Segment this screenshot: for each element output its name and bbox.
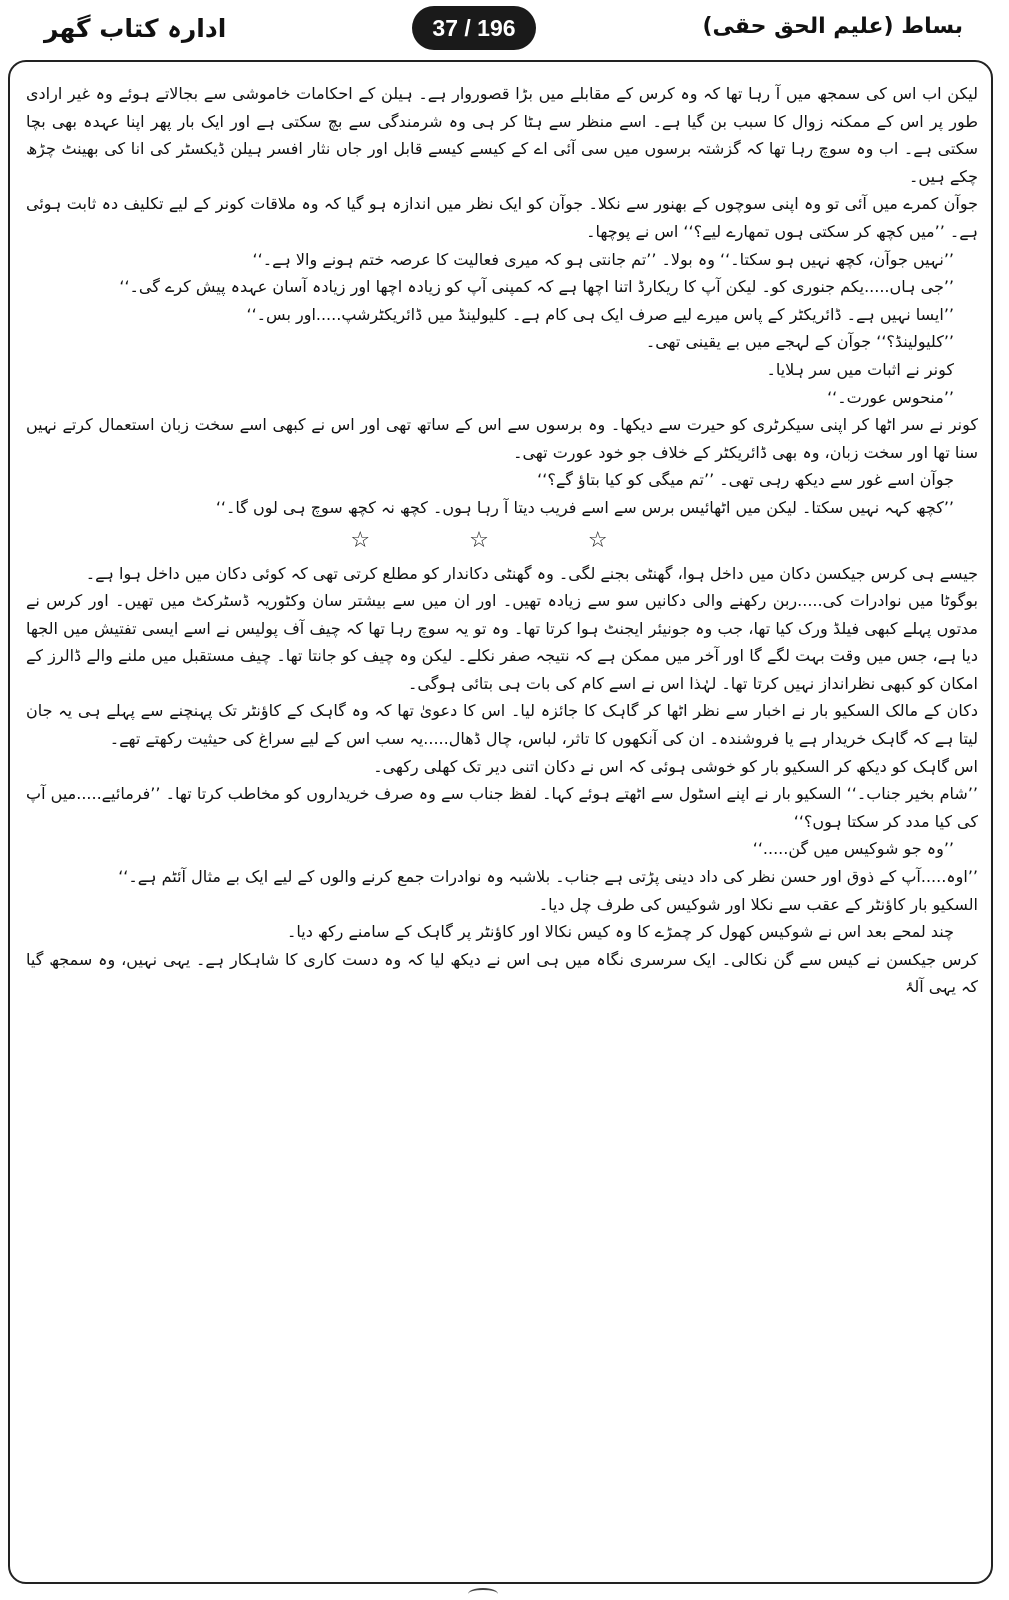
dialogue-line: ’’ایسا نہیں ہے۔ ڈائریکٹر کے پاس میرے لیے صرف ایک ہی کام ہے۔ کلیولینڈ میں ڈائریکٹرشپ.....اور بس۔‘‘ [246,304,954,324]
dialogue-line: ’’منحوس عورت۔‘‘ [827,387,954,407]
paragraph: چند لمحے بعد اس نے شوکیس کھول کر چمڑے کا وہ کیس نکالا اور کاؤنٹر پر گاہک کے سامنے رکھ دیا۔ [287,922,954,942]
book-title: بساط (علیم الحق حقی) [702,14,963,39]
dialogue-line: ’’کلیولینڈ؟‘‘ جوآن کے لہجے میں بے یقینی تھی۔ [645,332,954,352]
paragraph: بوگوٹا میں نوادرات کی.....ربن رکھنے والی دکانیں سو سے زیادہ تھیں۔ اور ان میں سے بیشتر سان وکٹوریہ ڈسٹرکٹ میں تھیں۔ اور کرس نے مدتوں پہلے کبھی فیلڈ ورک کیا تھا، جب وہ جونیئر ایجنٹ ہوا کرتا تھا۔ وہ تو یہ سوچ رہا تھا کہ چیف آف پولیس نے اسے ایسی تفتیش میں الجھا دیا ہے، جس میں وقت بہت لگے گا اور آخر میں ممکن ہے کہ نتیجہ صفر نکلے۔ لیکن وہ چیف کو جانتا تھا۔ چیف مستقبل میں ملنے والے ڈالرز کے امکان کو کبھی نظرانداز نہیں کرتا تھا۔ لہٰذا اس نے اسے کام کی بات ہی بتائی ہوگی۔ [26,591,978,693]
dialogue-line: جوآن اسے غور سے دیکھ رہی تھی۔ ’’تم میگی کو کیا بتاؤ گے؟‘‘ [537,470,954,490]
publisher-name: ادارہ کتاب گھر [44,14,227,43]
page-content [26,80,978,1570]
paragraph: جیسے ہی کرس جیکسن دکان میں داخل ہوا، گھنٹی بجنے لگی۔ وہ گھنٹی دکاندار کو مطلع کرتی تھی کہ کوئی دکان میں داخل ہوا ہے۔ [85,563,978,583]
dialogue-line: ’’وہ جو شوکیس میں گن.....‘‘ [752,839,954,859]
page-header [0,0,1009,56]
paragraph: لیکن اب اس کی سمجھ میں آ رہا تھا کہ وہ کرس کے مقابلے میں بڑا قصوروار ہے۔ ہیلن کے احکامات خاموشی سے بجالاتے ہوئے وہ غیر ارادی طور پر اس کے ممکنہ زوال کا سبب بن گیا ہے۔ اسے منظر سے ہٹا کر ہی وہ شرمندگی سے بچ سکتی ہے اور ایک بار پھر اپنا عہدہ بھی بچا سکتی ہے۔ اب وہ سوچ رہا تھا کہ گزشتہ برسوں میں سی آئی اے کے کیسے کیسے قابل اور جاں نثار افسر ہیلن ڈیکسٹر کی انا کی بھینٹ چڑھ چکے ہیں۔ [26,84,978,186]
paragraph: دکان کے مالک السکیو بار نے اخبار سے نظر اٹھا کر گاہک کا جائزہ لیا۔ اس کا دعویٰ تھا کہ وہ گاہک کے کاؤنٹر تک پہنچنے سے پہلے ہی یہ جان لیتا ہے کہ گاہک خریدار ہے یا فروشندہ۔ ان کی آنکھوں کا تاثر، لباس، چال ڈھال.....یہ سب اس کے لیے سراغ کی حیثیت رکھتے تھے۔ [26,701,978,749]
footer-ornament [468,1588,498,1600]
paragraph: السکیو بار کاؤنٹر کے عقب سے نکلا اور شوکیس کی طرف چل دیا۔ [538,894,978,914]
section-separator: ☆ ☆ ☆ [350,527,654,553]
dialogue-line: ’’شام بخیر جناب۔‘‘ السکیو بار نے اپنے اسٹول سے اٹھتے ہوئے کہا۔ لفظ جناب سے وہ صرف خریداروں کو مخاطب کرتا تھا۔ ’’فرمائیے.....میں آپ کی کیا مدد کر سکتا ہوں؟‘‘ [26,784,978,831]
dialogue-line: ’’جی ہاں.....یکم جنوری کو۔ لیکن آپ کا ریکارڈ اتنا اچھا ہے کہ کمپنی آپ کو زیادہ اچھا اور زیادہ آسان عہدہ پیش کرے گی۔‘‘ [119,277,954,297]
paragraph: کونر نے اثبات میں سر ہلایا۔ [766,359,954,379]
dialogue-line: ’’اوہ.....آپ کے ذوق اور حسن نظر کی داد دینی پڑتی ہے جناب۔ بلاشبہ وہ نوادرات جمع کرنے والوں کے لیے ایک بے مثال آئٹم ہے۔‘‘ [118,867,978,887]
page-indicator[interactable]: 37 / 196 [412,6,536,50]
dialogue-line: ’’کچھ کہہ نہیں سکتا۔ لیکن میں اٹھائیس برس سے اسے فریب دیتا آ رہا ہوں۔ کچھ نہ کچھ سوچ ہی لوں گا۔‘‘ [215,497,954,517]
paragraph: جوآن کمرے میں آئی تو وہ اپنی سوچوں کے بھنور سے نکلا۔ جوآن کو ایک نظر میں اندازہ ہو گیا کہ وہ ملاقات کونر کے لیے تکلیف دہ ثابت ہوئی ہے۔ ’’میں کچھ کر سکتی ہوں تمھارے لیے؟‘‘ اس نے پوچھا۔ [26,194,978,241]
paragraph: اس گاہک کو دیکھ کر السکیو بار کو خوشی ہوئی کہ اس نے دکان اتنی دیر تک کھلی رکھی۔ [373,756,978,776]
dialogue-line: ’’نہیں جوآن، کچھ نہیں ہو سکتا۔‘‘ وہ بولا۔ ’’تم جانتی ہو کہ میری فعالیت کا عرصہ ختم ہونے والا ہے۔‘‘ [252,249,954,269]
paragraph: کرس جیکسن نے کیس سے گن نکالی۔ ایک سرسری نگاہ میں ہی اس نے دیکھ لیا کہ وہ دست کاری کا شاہکار ہے۔ یہی نہیں، وہ سمجھ گیا کہ یہی آلۂ [26,949,978,997]
paragraph: کونر نے سر اٹھا کر اپنی سیکرٹری کو حیرت سے دیکھا۔ وہ برسوں سے اس کے ساتھ تھی اور اس نے کبھی اسے سخت زبان استعمال کرتے نہیں سنا تھا اور سخت زبان، وہ بھی ڈائریکٹر کے خلاف جو خود عورت تھی۔ [26,415,978,462]
